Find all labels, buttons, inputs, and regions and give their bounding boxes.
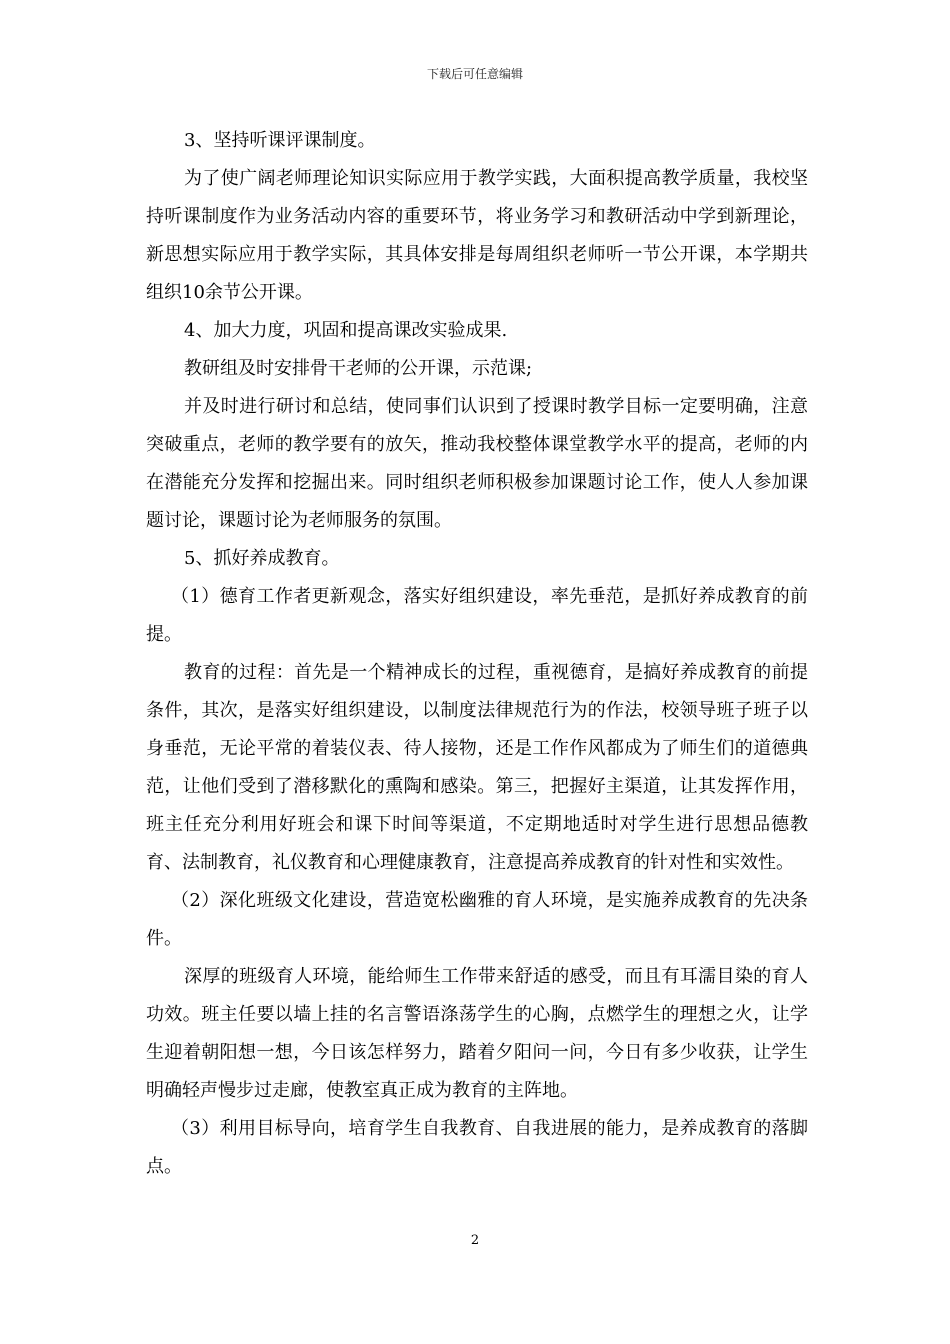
subsection-heading-2: （2）深化班级文化建设，营造宽松幽雅的育人环境，是实施养成教育的先决条件。 — [146, 890, 808, 949]
paragraph: 教育的过程：首先是一个精神成长的过程，重视德育，是搞好养成教育的前提条件，其次，是落实好组织建设，以制度法律规范行为的作法，校领导班子班子以身垂范，无论平常的着装仪表、待人接物，还是工作作风都成为了师生们的道德典范，让他们受到了潜移默化的熏陶和感染。第三，把握好主渠道，让其发挥作用，班主任充分利用好班会和课下时间等渠道，不定期地适时对学生进行思想品德教育、法制教育，礼仪教育和心理健康教育，注意提高养成教育的针对性和实效性。 — [146, 662, 808, 873]
section-heading-4: 4、加大力度，巩固和提高课改实验成果. — [184, 320, 508, 341]
subsection-heading-3: （3）利用目标导向，培育学生自我教育、自我进展的能力，是养成教育的落脚点。 — [146, 1118, 808, 1177]
page-number: 2 — [470, 1233, 480, 1248]
paragraph: 并及时进行研讨和总结，使同事们认识到了授课时教学目标一定要明确，注意突破重点，老师的教学要有的放矢，推动我校整体课堂教学水平的提高，老师的内在潜能充分发挥和挖掘出来。同时组织老师积极参加课题讨论工作，使人人参加课题讨论，课题讨论为老师服务的氛围。 — [146, 396, 808, 531]
section-heading-3: 3、坚持听课评课制度。 — [184, 130, 376, 151]
paragraph: 为了使广阔老师理论知识实际应用于教学实践，大面积提高教学质量，我校坚持听课制度作为业务活动内容的重要环节，将业务学习和教研活动中学到新理论，新思想实际应用于教学实际，其具体安排是每周组织老师听一节公开课，本学期共组织10余节公开课。 — [146, 168, 808, 303]
page-header: 下载后可任意编辑 — [426, 67, 523, 81]
paragraph: 教研组及时安排骨干老师的公开课，示范课; — [184, 358, 533, 379]
paragraph: 深厚的班级育人环境，能给师生工作带来舒适的感受，而且有耳濡目染的育人功效。班主任要以墙上挂的名言警语涤荡学生的心胸，点燃学生的理想之火，让学生迎着朝阳想一想，今日该怎样努力，踏着夕阳问一问，今日有多少收获，让学生明确轻声慢步过走廊，使教室真正成为教育的主阵地。 — [146, 966, 808, 1101]
body-text — [146, 122, 808, 1186]
section-heading-5: 5、抓好养成教育。 — [184, 548, 340, 569]
subsection-heading-1: （1）德育工作者更新观念，落实好组织建设，率先垂范，是抓好养成教育的前提。 — [146, 586, 808, 645]
